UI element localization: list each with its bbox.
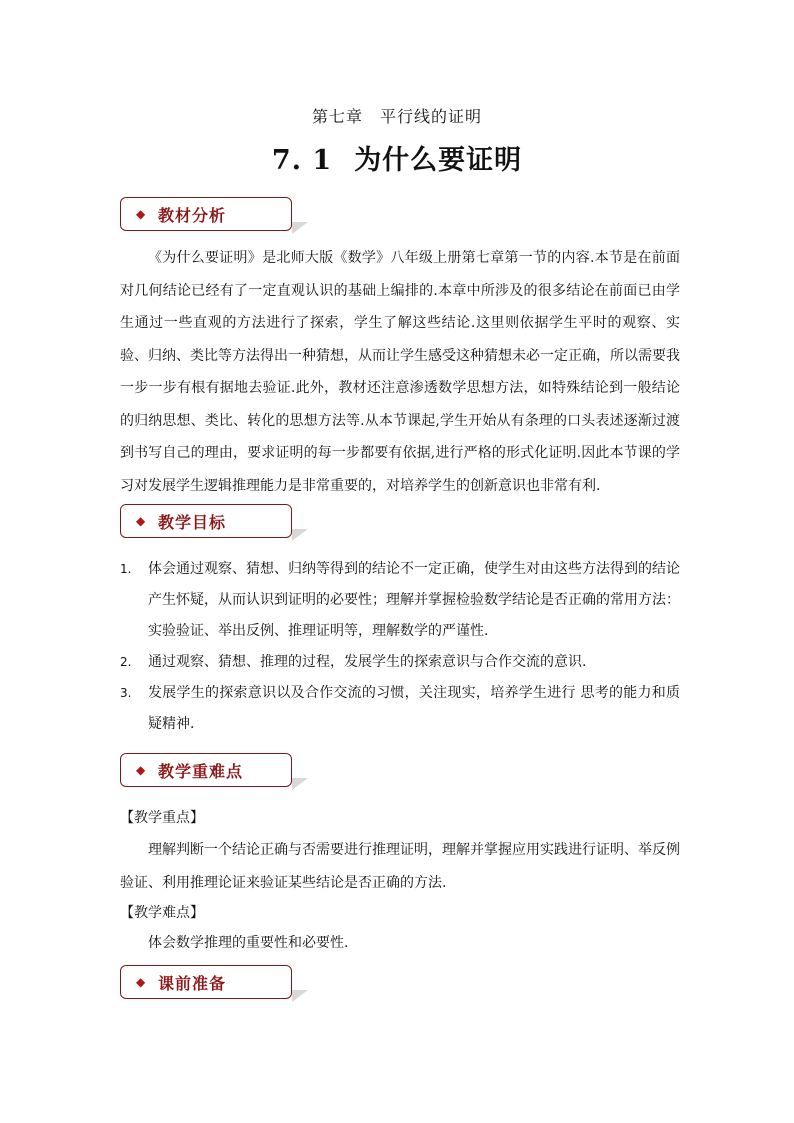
section-box-shadow [292,990,308,1002]
list-item-text: 通过观察、猜想、推理的过程，发展学生的探索意识与合作交流的意识. [148,654,587,670]
diamond-icon: ◆ [136,975,146,989]
section-label-key-points: 教学重难点 [158,762,244,781]
section-box-goals [120,504,292,538]
section-box-shadow [292,529,308,541]
focus-text: 理解判断一个结论正确与否需要进行推理证明，理解并掌握应用实践进行证明、举反例验证、利用推理论证来验证某些结论是否正确的方法. [120,842,680,891]
difficulty-heading: 【教学难点】 [120,905,204,921]
diamond-icon: ◆ [136,207,146,221]
difficulty-text: 体会数学推理的重要性和必要性. [148,935,349,951]
section-title-text: 为什么要证明 [354,145,523,176]
list-item [120,678,680,740]
diamond-icon: ◆ [136,763,146,777]
list-item [120,554,680,647]
list-item-number: 3. [120,686,132,700]
section-box-shadow [292,222,308,234]
list-item-number: 2. [120,655,132,669]
focus-heading: 【教学重点】 [120,810,204,826]
section-box-analysis [120,197,292,231]
list-item-number: 1. [120,562,132,576]
section-label-prep: 课前准备 [158,974,227,993]
section-box-key-points [120,753,292,787]
section-title [0,138,794,177]
list-item-text: 体会通过观察、猜想、归纳等得到的结论不一定正确，使学生对由这些方法得到的结论产生怀疑，从而认识到证明的必要性；理解并掌握检验数学结论是否正确的常用方法：实验验证、举出反例、推理证明等，理解数学的严谨性. [148,561,680,639]
list-item [120,647,680,678]
section-box-shadow [292,778,308,790]
section-number: 7. 1 [271,145,333,176]
list-item-text: 发展学生的探索意识以及合作交流的习惯，关注现实，培养学生进行 思考的能力和质疑精神. [148,685,680,732]
analysis-paragraph: 《为什么要证明》是北师大版《数学》八年级上册第七章第一节的内容.本节是在前面对几何结论已经有了一定直观认识的基础上编排的.本章中所涉及的很多结论在前面已由学生通过一些直观的方法进行了探索，学生了解这些结论.这里则依据学生平时的观察、实验、归纳、类比等方法得出一种猜想，从而让学生感受这种猜想未必一定正确，所以需要我一步一步有根有据地去验证.此外，教材还注意渗透数学思想方法，如特殊结论到一般结论的归纳思想、类比、转化的思想方法等.从本节课起,学生开始从有条理的口头表述逐渐过渡到书写自己的理由，要求证明的每一步都要有依据,进行严格的形式化证明.因此本节课的学习对发展学生逻辑推理能力是非常重要的，对培养学生的创新意识也非常有利. [120,250,680,494]
chapter-heading: 第七章 平行线的证明 [311,107,482,126]
section-label-analysis: 教材分析 [158,206,227,225]
section-box-prep [120,965,292,999]
section-label-goals: 教学目标 [158,513,227,532]
diamond-icon: ◆ [136,514,146,528]
goals-list [120,554,680,740]
